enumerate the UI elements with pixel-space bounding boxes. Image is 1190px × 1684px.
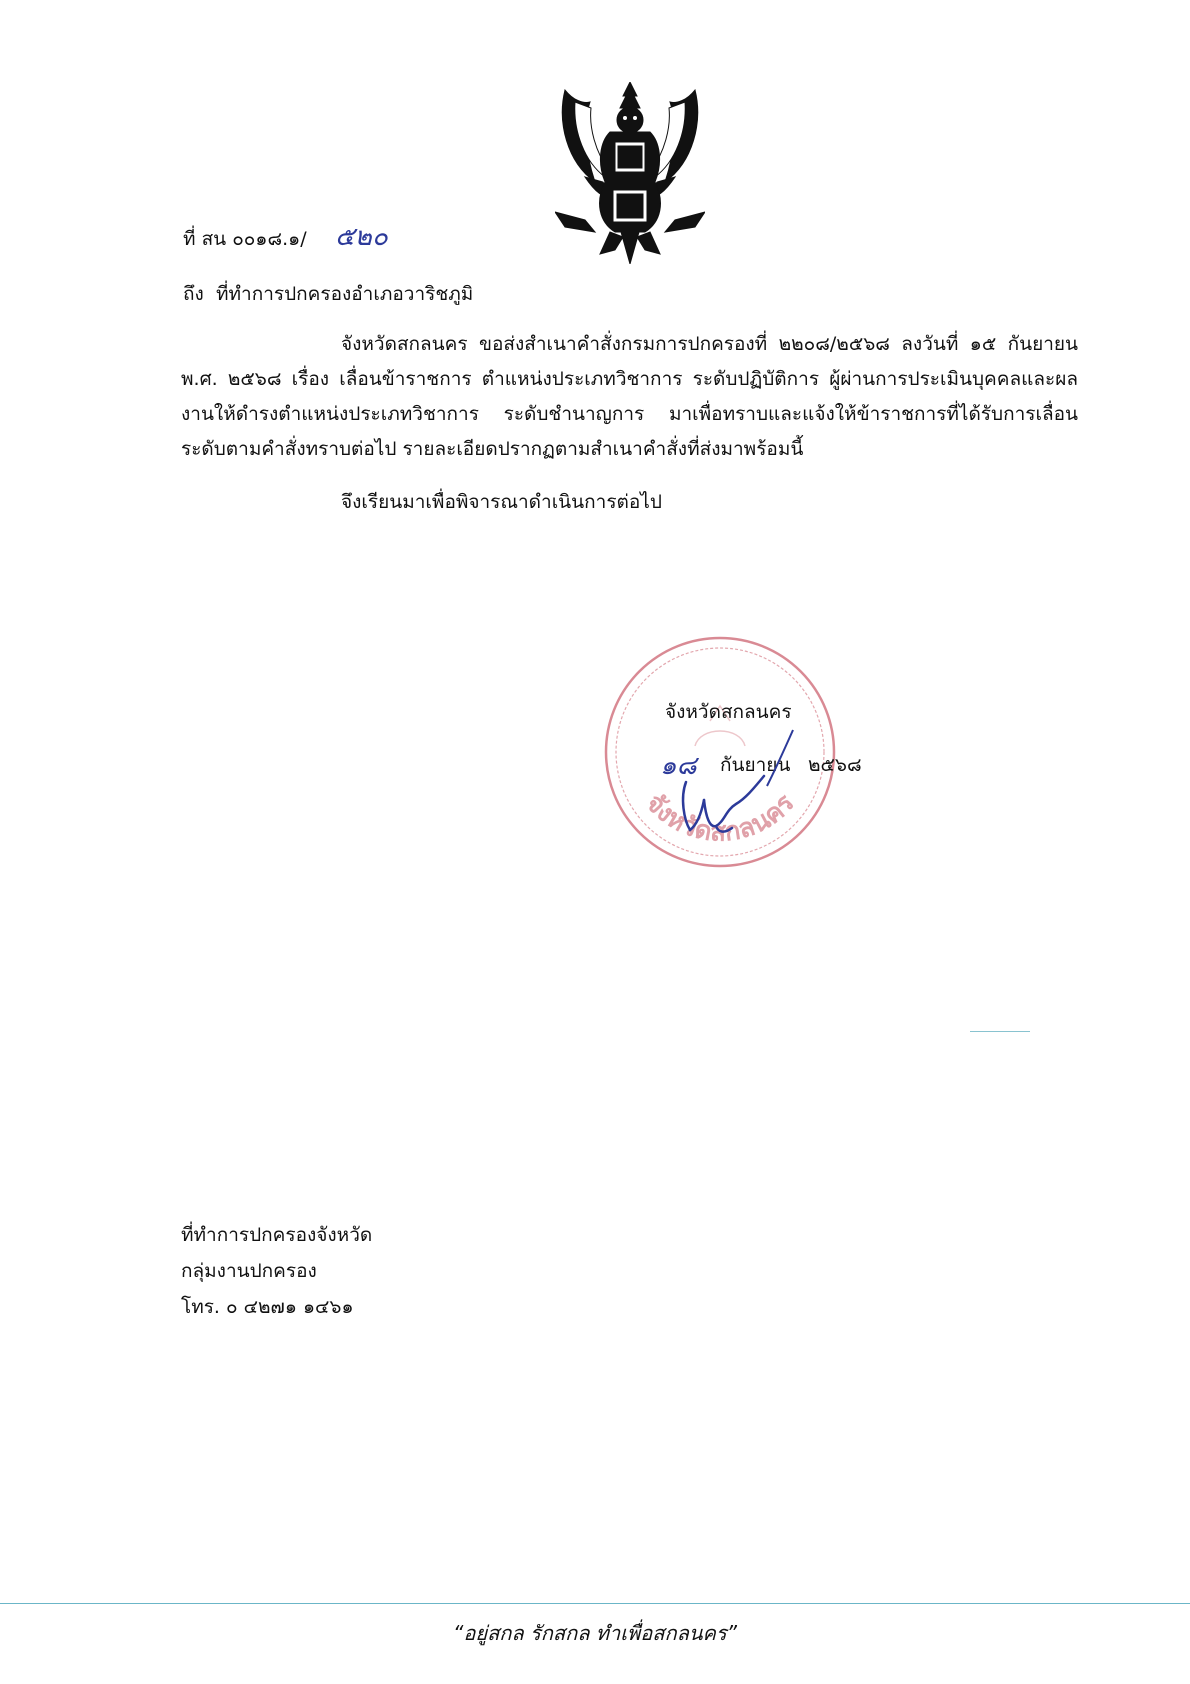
sender-group: กลุ่มงานปกครอง [181,1260,317,1282]
date-year: ๒๕๖๘ [808,754,862,776]
reference-number-prefix: ที่ สน ๐๐๑๘.๑/ [183,228,307,250]
official-seal-stamp [600,626,840,878]
to-label: ถึง [183,283,204,305]
garuda-emblem-icon [555,82,705,264]
body-paragraph: จังหวัดสกลนคร ขอส่งสำเนาคำสั่งกรมการปกครองที่ ๒๒๐๘/๒๕๖๘ ลงวันที่ ๑๕ กันยายน พ.ศ. ๒๕๖๘ เรื่อง เลื่อนข้าราชการ ตำแหน่งประเภทวิชาการ ระดับปฏิบัติการ ผู้ผ่านการประเมินบุคคลและผลงานให้ดำรงตำแหน่งประเภทวิชาการ ระดับชำนาญการ มาเพื่อทราบและแจ้งให้ข้าราชการที่ได้รับการเลื่อนระดับตามคำสั่งทราบต่อไป รายละเอียดปรากฏตามสำเนาคำสั่งที่ส่งมาพร้อมนี้ [181,333,1078,460]
signing-province: จังหวัดสกลนคร [665,701,792,723]
handwritten-signature [676,770,766,840]
footer-motto: “อยู่สกล รักสกล ทำเพื่อสกลนคร” [453,1621,737,1645]
sender-office: ที่ทำการปกครองจังหวัด [181,1224,373,1246]
date-slash-stroke [765,728,795,788]
footer-divider [0,1603,1190,1604]
dash-mark [970,1031,1030,1032]
date-day-handwritten: ๑๘ [660,751,697,781]
addressee: ที่ทำการปกครองอำเภอวาริชภูมิ [216,283,474,305]
seal-text: จังหวัดสกลนคร [639,788,801,848]
closing-sentence: จึงเรียนมาเพื่อพิจารณาดำเนินการต่อไป [341,491,662,513]
sender-phone: โทร. ๐ ๔๒๗๑ ๑๔๖๑ [181,1296,354,1318]
date-month: กันยายน [720,754,791,776]
reference-number-handwritten: ๕๒๐ [335,222,388,252]
